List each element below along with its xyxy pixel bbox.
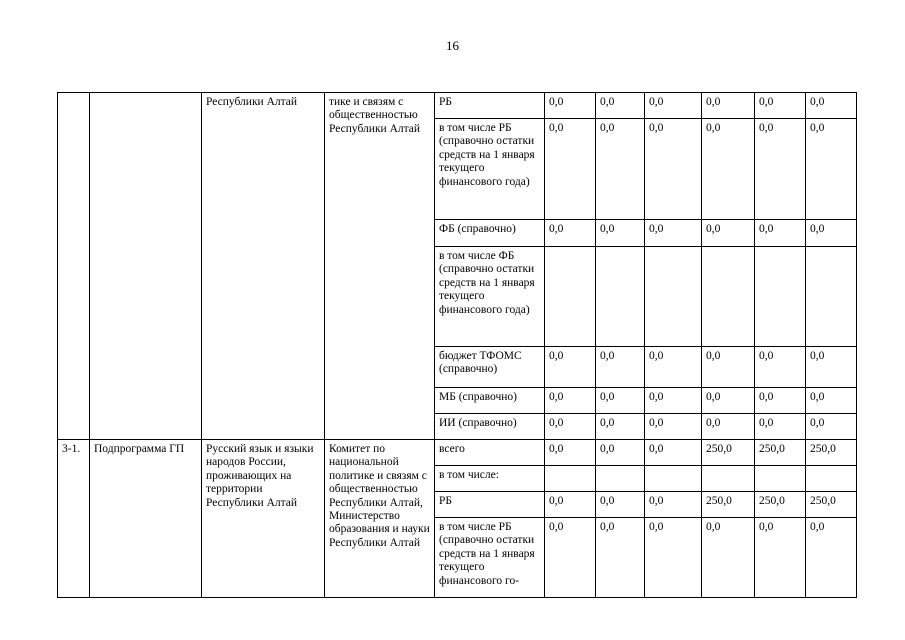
value-cell: 250,0 [702, 440, 755, 466]
source-cell: РБ [435, 93, 545, 119]
value-cell: 0,0 [596, 440, 645, 466]
value-cell: 0,0 [755, 414, 806, 440]
value-cell: 0,0 [702, 220, 755, 247]
value-cell: 0,0 [545, 440, 596, 466]
source-cell: РБ [435, 492, 545, 518]
value-cell: 0,0 [806, 347, 857, 388]
value-cell: 0,0 [645, 388, 702, 414]
value-cell: 0,0 [702, 388, 755, 414]
value-cell: 0,0 [755, 93, 806, 119]
value-cell: 0,0 [596, 492, 645, 518]
value-cell: 0,0 [645, 93, 702, 119]
value-cell: 250,0 [702, 492, 755, 518]
value-cell [545, 466, 596, 492]
source-cell: ФБ (справочно) [435, 220, 545, 247]
value-cell: 0,0 [755, 347, 806, 388]
name-cell: Республики Алтай [202, 93, 325, 440]
value-cell: 0,0 [755, 119, 806, 220]
value-cell: 0,0 [755, 518, 806, 598]
value-cell [702, 247, 755, 347]
source-cell: всего [435, 440, 545, 466]
value-cell: 0,0 [806, 220, 857, 247]
value-cell: 250,0 [755, 492, 806, 518]
value-cell: 0,0 [545, 414, 596, 440]
value-cell: 0,0 [702, 518, 755, 598]
value-cell [596, 247, 645, 347]
value-cell: 0,0 [545, 347, 596, 388]
value-cell: 0,0 [596, 518, 645, 598]
value-cell: 0,0 [596, 347, 645, 388]
value-cell: 0,0 [596, 388, 645, 414]
source-cell: ИИ (справочно) [435, 414, 545, 440]
value-cell [755, 466, 806, 492]
value-cell [645, 247, 702, 347]
value-cell: 0,0 [645, 492, 702, 518]
value-cell: 0,0 [596, 119, 645, 220]
value-cell [545, 247, 596, 347]
value-cell: 0,0 [596, 93, 645, 119]
value-cell: 0,0 [806, 414, 857, 440]
value-cell: 0,0 [545, 220, 596, 247]
executor-cell: Комитет по национальной политике и связям с общественностью Республики Алтай, Министерство образования и науки Республики Алтай [325, 440, 435, 598]
value-cell [596, 466, 645, 492]
value-cell: 250,0 [755, 440, 806, 466]
value-cell: 250,0 [806, 492, 857, 518]
value-cell: 0,0 [645, 440, 702, 466]
funding-table [57, 92, 857, 598]
source-cell: в том числе РБ (справочно остатки средств на 1 января текущего финансового го- [435, 518, 545, 598]
value-cell: 0,0 [755, 220, 806, 247]
executor-cell: тике и связям с общественностью Республики Алтай [325, 93, 435, 440]
value-cell: 0,0 [806, 518, 857, 598]
value-cell: 0,0 [702, 119, 755, 220]
value-cell: 0,0 [545, 119, 596, 220]
source-cell: в том числе РБ (справочно остатки средств на 1 января текущего финансового года) [435, 119, 545, 220]
value-cell: 0,0 [702, 414, 755, 440]
value-cell: 0,0 [545, 518, 596, 598]
value-cell: 0,0 [545, 388, 596, 414]
value-cell: 0,0 [645, 119, 702, 220]
program-cell [90, 93, 202, 440]
name-cell: Русский язык и языки народов России, проживающих на территории Республики Алтай [202, 440, 325, 598]
source-cell: бюджет ТФОМС (справочно) [435, 347, 545, 388]
value-cell: 0,0 [645, 414, 702, 440]
value-cell [755, 247, 806, 347]
value-cell: 0,0 [596, 220, 645, 247]
value-cell: 0,0 [702, 93, 755, 119]
program-cell: Подпрограмма ГП [90, 440, 202, 598]
value-cell [702, 466, 755, 492]
page-number: 16 [446, 38, 459, 53]
table-row [58, 93, 857, 119]
value-cell: 0,0 [702, 347, 755, 388]
value-cell: 0,0 [806, 93, 857, 119]
value-cell: 0,0 [645, 220, 702, 247]
value-cell: 0,0 [545, 93, 596, 119]
value-cell: 0,0 [806, 119, 857, 220]
value-cell: 0,0 [645, 347, 702, 388]
value-cell: 0,0 [545, 492, 596, 518]
table-row [58, 440, 857, 466]
value-cell: 0,0 [806, 388, 857, 414]
row-index-cell [58, 93, 90, 440]
source-cell: МБ (справочно) [435, 388, 545, 414]
value-cell: 0,0 [755, 388, 806, 414]
row-index-cell: 3-1. [58, 440, 90, 598]
source-cell: в том числе ФБ (справочно остатки средств на 1 января текущего финансового года) [435, 247, 545, 347]
value-cell: 0,0 [645, 518, 702, 598]
value-cell: 0,0 [596, 414, 645, 440]
value-cell: 250,0 [806, 440, 857, 466]
value-cell [806, 466, 857, 492]
value-cell [645, 466, 702, 492]
value-cell [806, 247, 857, 347]
source-cell: в том числе: [435, 466, 545, 492]
